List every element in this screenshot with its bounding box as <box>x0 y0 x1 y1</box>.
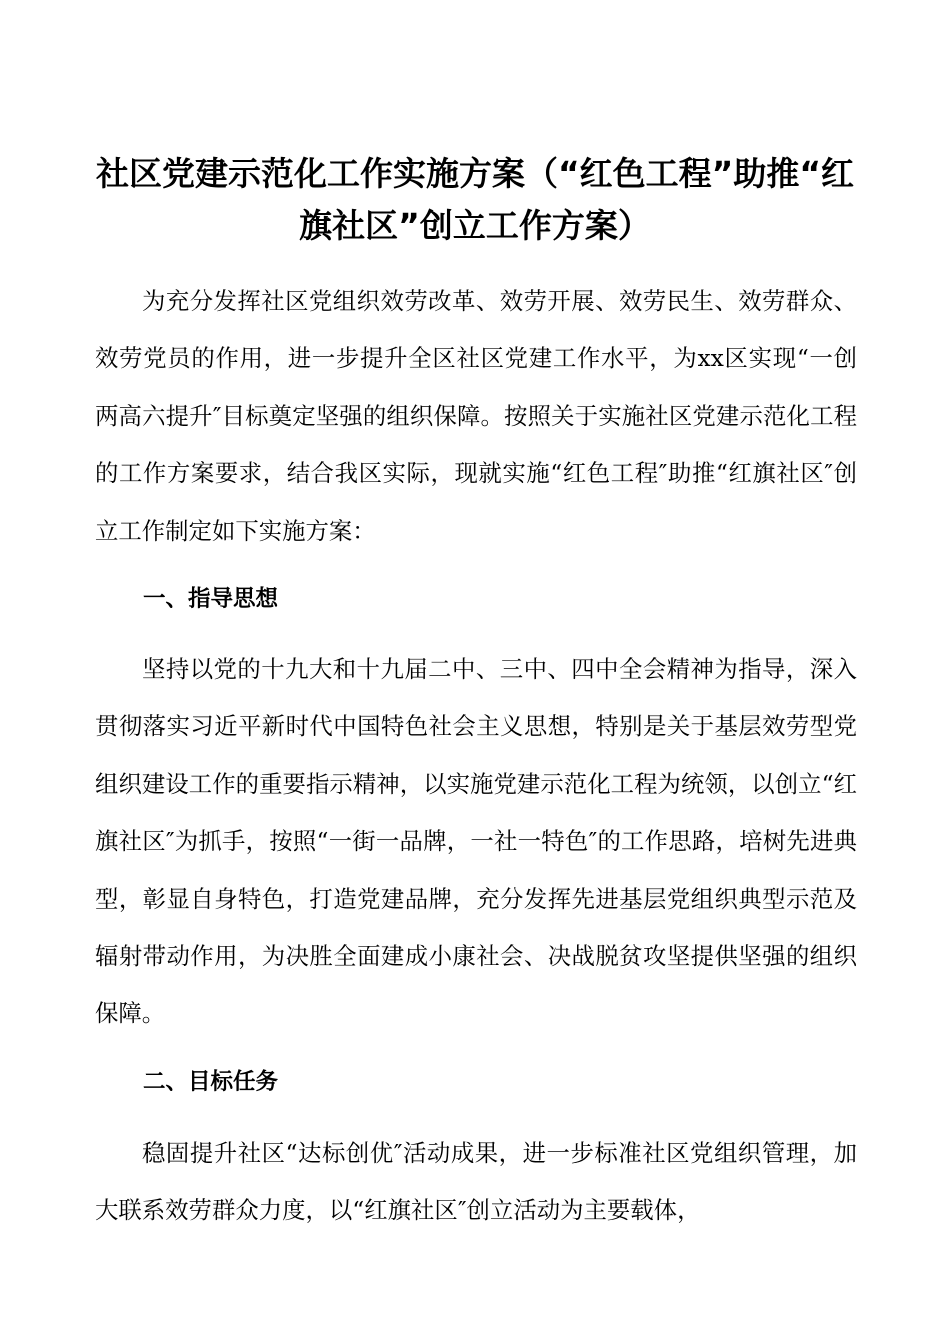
intro-paragraph: 为充分发挥社区党组织效劳改革、效劳开展、效劳民生、效劳群众、效劳党员的作用，进一步提升全区社区党建工作水平，为xx区实现“一创两高六提升″目标奠定坚强的组织保障。按照关于实施社区党建示范化工程的工作方案要求，结合我区实际，现就实施“红色工程″助推“红旗社区″创立工作制定如下实施方案： <box>95 287 857 545</box>
section-heading-guiding-ideology: 一、指导思想 <box>143 586 279 612</box>
section-heading-objectives: 二、目标任务 <box>143 1069 279 1095</box>
document-title: 社区党建示范化工作实施方案（“红色工程”助推“红旗社区”创立工作方案） <box>95 154 855 245</box>
guiding-ideology-paragraph: 坚持以党的十九大和十九届二中、三中、四中全会精神为指导，深入贯彻落实习近平新时代中国特色社会主义思想，特别是关于基层效劳型党组织建设工作的重要指示精神，以实施党建示范化工程为统领，以创立“红旗社区″为抓手，按照“一街一品牌，一社一特色″的工作思路，培树先进典型，彰显自身特色，打造党建品牌，充分发挥先进基层党组织典型示范及辐射带动作用，为决胜全面建成小康社会、决战脱贫攻坚提供坚强的组织保障。 <box>95 655 857 1028</box>
objectives-paragraph: 稳固提升社区“达标创优″活动成果，进一步标准社区党组织管理，加大联系效劳群众力度，以“红旗社区″创立活动为主要载体， <box>95 1139 857 1225</box>
